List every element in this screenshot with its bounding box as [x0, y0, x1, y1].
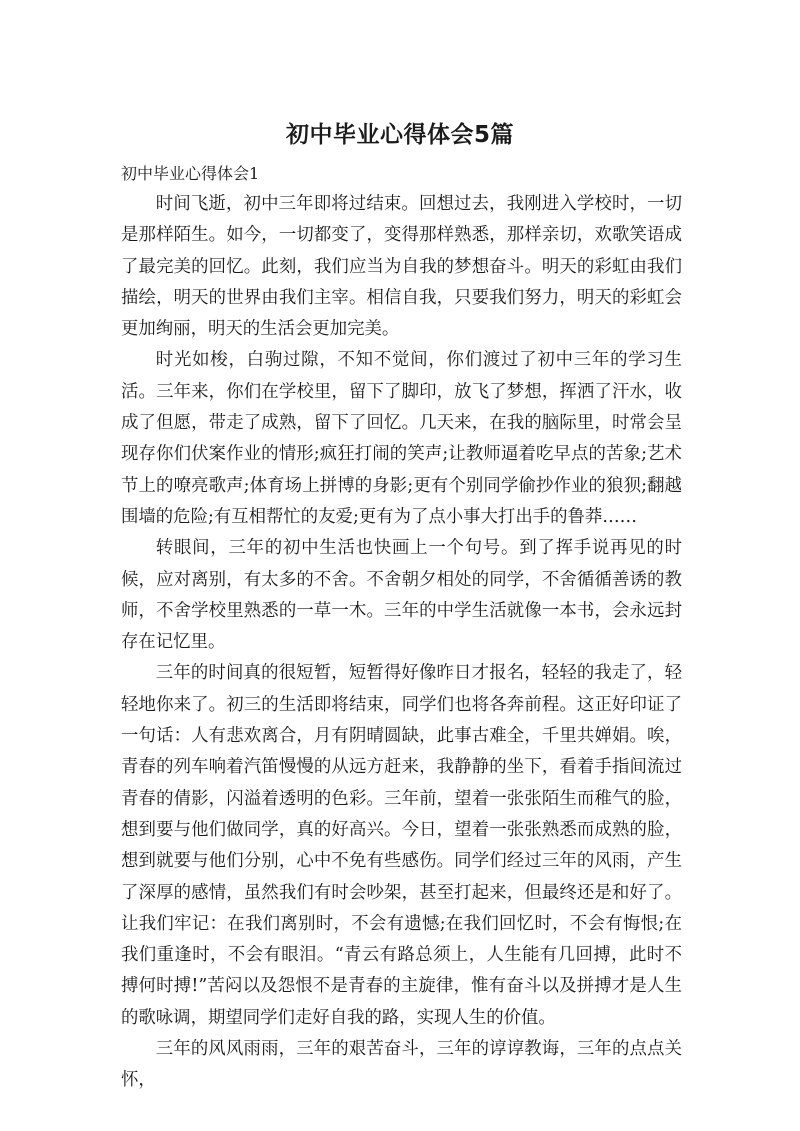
- paragraph: 三年的时间真的很短暂，短暂得好像昨日才报名，轻轻的我走了，轻轻地你来了。初三的生活即将结束，同学们也将各奔前程。这正好印证了一句话：人有悲欢离合，月有阴晴圆缺，此事古难全，千里共婵娟。唉，青春的列车响着汽笛慢慢的从远方赶来，我静静的坐下，看着手指间流过青春的倩影，闪溢着透明的色彩。三年前，望着一张张陌生而稚气的脸，想到要与他们做同学，真的好高兴。今日，望着一张张熟悉而成熟的脸，想到就要与他们分别，心中不免有些感伤。同学们经过三年的风雨，产生了深厚的感情，虽然我们有时会吵架，甚至打起来，但最终还是和好了。让我们牢记：在我们离别时，不会有遗憾;在我们回忆时，不会有悔恨;在我们重逢时，不会有眼泪。“青云有路总须上，人生能有几回搏，此时不搏何时搏!”苦闷以及怨恨不是青春的主旋律，惟有奋斗以及拼搏才是人生的歌咏调，期望同学们走好自我的路，实现人生的价值。: [121, 663, 682, 1028]
- paragraph: 时光如梭，白驹过隙，不知不觉间，你们渡过了初中三年的学习生活。三年来，你们在学校里，留下了脚印，放飞了梦想，挥洒了汗水，收成了但愿，带走了成熟，留下了回忆。几天来，在我的脑际里，时常会呈现存你们伏案作业的情形;疯狂打闹的笑声;让教师逼着吃早点的苦象;艺术节上的嘹亮歌声;体育场上拼博的身影;更有个别同学偷抄作业的狼狈;翻越围墙的危险;有互相帮忙的友爱;更有为了点小事大打出手的鲁莽……: [121, 350, 682, 527]
- document-title: 初中毕业心得体会5篇: [285, 122, 514, 148]
- paragraph: 三年的风风雨雨，三年的艰苦奋斗，三年的谆谆教诲，三年的点点关怀，: [121, 1039, 682, 1091]
- paragraph: 时间飞逝，初中三年即将过结束。回想过去，我刚进入学校时，一切是那样陌生。如今，一切都变了，变得那样熟悉，那样亲切，欢歌笑语成了最完美的回忆。此刻，我们应当为自我的梦想奋斗。明天的彩虹由我们描绘，明天的世界由我们主宰。相信自我，只要我们努力，明天的彩虹会更加绚丽，明天的生活会更加完美。: [121, 194, 682, 340]
- document-body: [121, 189, 682, 1097]
- paragraph: 转眼间，三年的初中生活也快画上一个句号。到了挥手说再见的时候，应对离别，有太多的不舍。不舍朝夕相处的同学，不舍循循善诱的教师，不舍学校里熟悉的一草一木。三年的中学生活就像一本书，会永远封存在记忆里。: [121, 538, 682, 653]
- section-heading: 初中毕业心得体会1: [121, 164, 260, 183]
